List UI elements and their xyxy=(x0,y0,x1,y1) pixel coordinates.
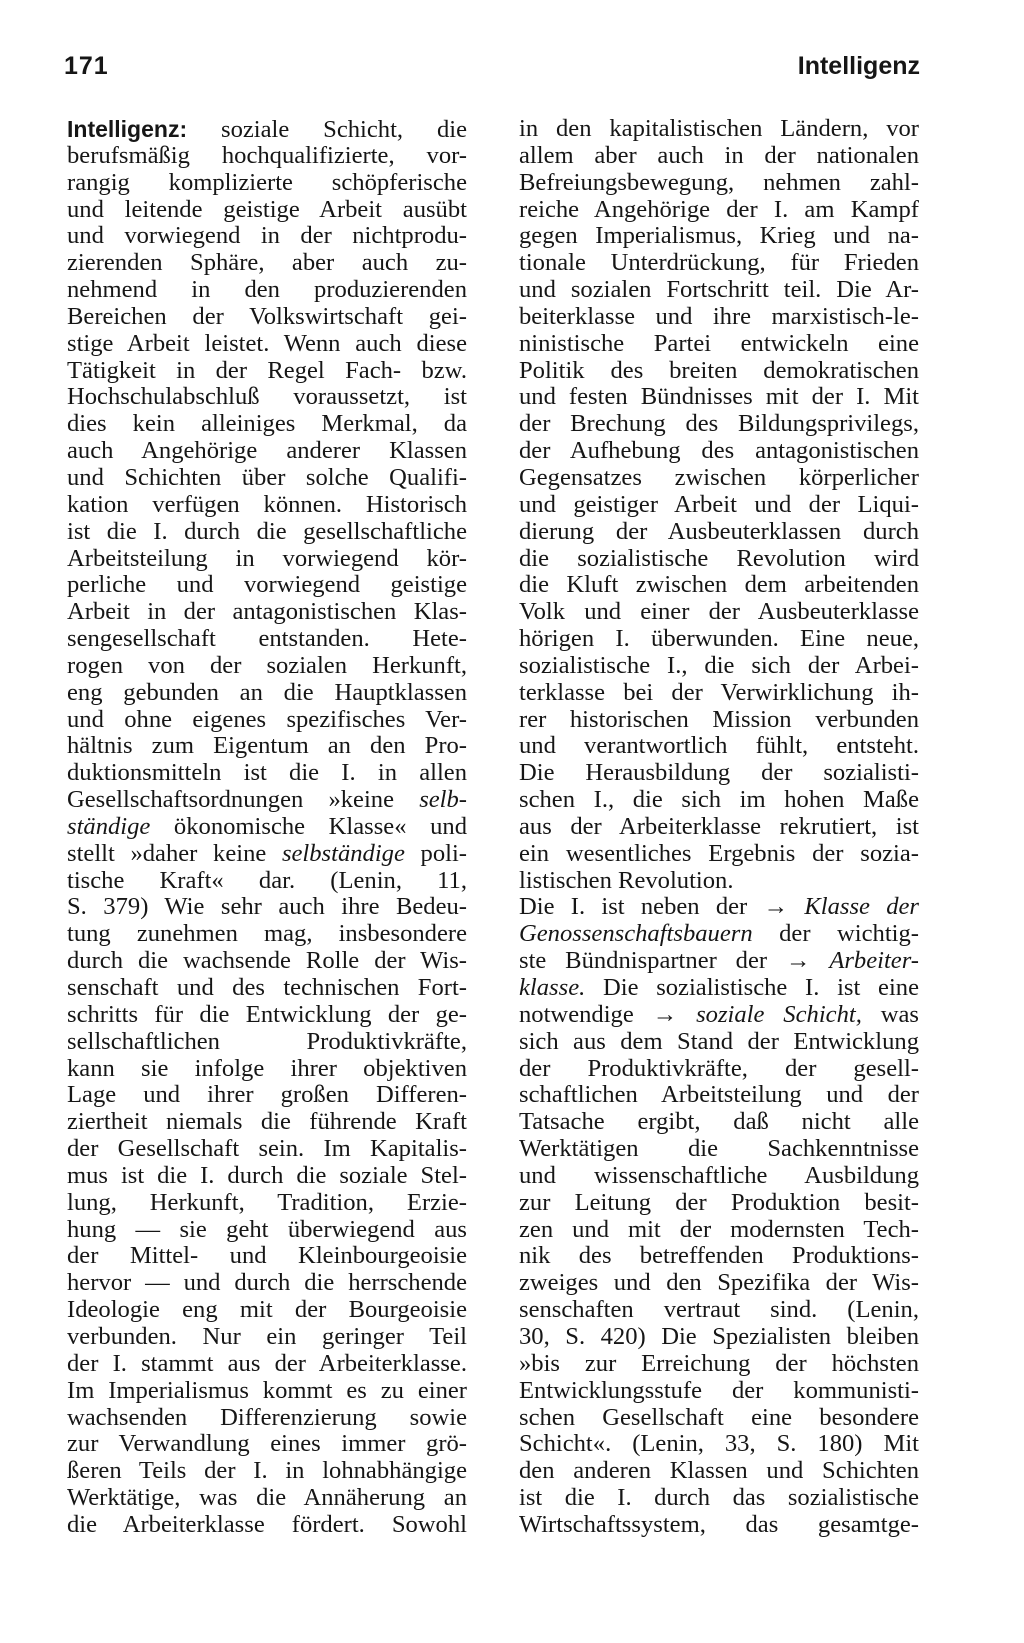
line-text: hörigen I. überwunden. Eine neue, xyxy=(519,626,919,653)
text-line xyxy=(519,170,919,197)
line-text: wachsenden Differenzierung sowie xyxy=(67,1404,467,1431)
line-text: ste Bündnispartner der → xyxy=(519,948,830,975)
line-text: Tätigkeit in der Regel Fach- bzw. xyxy=(67,357,467,384)
text-line xyxy=(67,760,467,787)
text-line xyxy=(67,1485,467,1512)
line-text: und ohne eigenes spezifisches Ver- xyxy=(67,706,467,733)
text-line xyxy=(67,116,467,143)
line-text: duktionsmitteln ist die I. in allen xyxy=(67,760,467,787)
text-line xyxy=(519,250,919,277)
text-line xyxy=(519,1324,919,1351)
line-text: und geistiger Arbeit und der Liqui- xyxy=(519,491,919,518)
text-line xyxy=(519,1136,919,1163)
line-text: zweiges und den Spezifika der Wis- xyxy=(519,1270,919,1297)
line-text: lung, Herkunft, Tradition, Erzie- xyxy=(67,1189,467,1216)
text-line xyxy=(519,868,919,895)
line-text: stige Arbeit leistet. Wenn auch diese xyxy=(67,330,467,357)
text-line xyxy=(519,572,919,599)
text-line xyxy=(519,787,919,814)
text-line xyxy=(67,1351,467,1378)
line-text: und sozialen Fortschritt teil. Die Ar- xyxy=(519,277,919,304)
text-line xyxy=(519,1351,919,1378)
line-text: 30, S. 420) Die Spezialisten bleiben xyxy=(519,1323,919,1350)
text-line xyxy=(67,546,467,573)
text-line xyxy=(67,492,467,519)
text-line xyxy=(519,358,919,385)
line-text: senschaft und des technischen Fort- xyxy=(67,975,467,1001)
text-line xyxy=(67,1405,467,1432)
text-line xyxy=(67,304,467,331)
line-text: allem aber auch in der nationalen xyxy=(519,142,919,169)
line-text: tionale Unterdrückung, für Frieden xyxy=(519,250,919,277)
line-text: zur Leitung der Produktion besit- xyxy=(519,1189,919,1216)
text-line xyxy=(519,1270,919,1297)
line-text: rogen von der sozialen Herkunft, xyxy=(67,652,467,679)
text-line xyxy=(519,894,919,921)
text-line xyxy=(519,1378,919,1405)
text-line xyxy=(67,1270,467,1297)
text-line xyxy=(67,1082,467,1109)
line-text: gegen Imperialismus, Krieg und na- xyxy=(519,223,919,250)
line-text: hervor — und durch die herrschende xyxy=(67,1270,467,1297)
text-line xyxy=(519,1405,919,1432)
line-text: was xyxy=(861,1001,919,1028)
line-text: listischen Revolution. xyxy=(519,867,734,894)
text-line xyxy=(67,653,467,680)
line-text: Im Imperialismus kommt es zu einer xyxy=(67,1377,467,1404)
text-line xyxy=(519,707,919,734)
text-line xyxy=(519,1458,919,1485)
running-head: Intelligenz xyxy=(797,52,920,80)
line-text: Die Herausbildung der sozialisti- xyxy=(519,760,919,787)
text-line xyxy=(67,599,467,626)
line-text: kation verfügen können. Historisch xyxy=(67,491,467,518)
text-line xyxy=(67,1136,467,1163)
line-text: hältnis zum Eigentum an den Pro- xyxy=(67,733,467,760)
line-text: Befreiungsbewegung, nehmen zahl- xyxy=(519,169,919,196)
text-line xyxy=(519,1109,919,1136)
line-text: Hochschulabschluß voraussetzt, ist xyxy=(67,384,467,411)
line-text: berufsmäßig hochqualifizierte, vor- xyxy=(67,142,467,169)
line-text: Lage und ihrer großen Differen- xyxy=(67,1082,467,1109)
line-text: Wirtschaftssystem, das gesamtge- xyxy=(519,1511,919,1538)
text-line xyxy=(519,223,919,250)
text-line xyxy=(67,1002,467,1029)
text-line xyxy=(519,304,919,331)
entry-keyword: Intelligenz: xyxy=(67,116,188,142)
line-text: sengesellschaft entstanden. Hete- xyxy=(67,626,467,653)
line-text: und wissenschaftliche Ausbildung xyxy=(519,1162,919,1189)
text-line xyxy=(67,1029,467,1056)
line-text: Ideologie eng mit der Bourgeoisie xyxy=(67,1297,467,1324)
line-text: rer historischen Mission verbunden xyxy=(519,706,919,733)
text-line xyxy=(67,1512,467,1539)
line-text: Schicht«. (Lenin, 33, S. 180) Mit xyxy=(519,1431,919,1458)
line-text: und verantwortlich fühlt, entsteht. xyxy=(519,733,919,760)
line-text: der Aufhebung des antagonistischen xyxy=(519,438,919,465)
right-column xyxy=(519,116,919,1539)
line-text: perliche und vorwiegend geistige xyxy=(67,572,467,599)
line-text: den anderen Klassen und Schichten xyxy=(519,1458,919,1485)
italic-text: selb- xyxy=(419,787,467,814)
italic-text: klasse. xyxy=(519,975,586,1001)
line-text: und leitende geistige Arbeit ausübt xyxy=(67,196,467,223)
line-text: Die I. ist neben der → xyxy=(519,894,805,921)
line-text: in den kapitalistischen Ländern, vor xyxy=(519,116,919,142)
text-line xyxy=(67,1431,467,1458)
text-line xyxy=(67,1217,467,1244)
line-text: mus ist die I. durch die soziale Stel- xyxy=(67,1162,467,1189)
text-line xyxy=(67,411,467,438)
page-number: 171 xyxy=(64,52,109,80)
text-line xyxy=(519,1190,919,1217)
line-text: Volk und einer der Ausbeuterklasse xyxy=(519,599,919,626)
line-text: schaftlichen Arbeitsteilung und der xyxy=(519,1082,919,1109)
text-line xyxy=(67,1190,467,1217)
line-text: beiterklasse und ihre marxistisch-le- xyxy=(519,303,919,330)
line-text: zen und mit der modernsten Tech- xyxy=(519,1216,919,1243)
text-line xyxy=(67,814,467,841)
italic-text: ständige xyxy=(67,813,151,840)
line-text: reiche Angehörige der I. am Kampf xyxy=(519,196,919,223)
line-text: sellschaftlichen Produktivkräfte, xyxy=(67,1028,467,1055)
line-text: S. 379) Wie sehr auch ihre Bedeu- xyxy=(67,894,467,921)
line-text: terklasse bei der Verwirklichung ih- xyxy=(519,679,919,706)
text-line xyxy=(67,707,467,734)
text-line xyxy=(67,223,467,250)
text-line xyxy=(519,921,919,948)
line-text: soziale Schicht, die xyxy=(187,116,467,143)
line-text: ist die I. durch die gesellschaftliche xyxy=(67,518,467,545)
line-text: Gesellschaftsordnungen »keine xyxy=(67,787,420,814)
text-line xyxy=(519,841,919,868)
text-line xyxy=(519,331,919,358)
line-text: durch die wachsende Rolle der Wis- xyxy=(67,948,467,975)
text-line xyxy=(67,1109,467,1136)
text-line xyxy=(67,841,467,868)
italic-text: soziale Schicht, xyxy=(696,1001,862,1028)
line-text: Die sozialistische I. ist eine xyxy=(585,975,919,1001)
text-line xyxy=(519,975,919,1002)
text-line xyxy=(67,572,467,599)
text-line xyxy=(519,1056,919,1083)
text-line xyxy=(519,143,919,170)
italic-text: selbständige xyxy=(281,840,405,867)
text-line xyxy=(67,1378,467,1405)
text-line xyxy=(519,599,919,626)
line-text: Entwicklungsstufe der kommunisti- xyxy=(519,1377,919,1404)
line-text: Gegensatzes zwischen körperlicher xyxy=(519,464,919,491)
text-line xyxy=(67,948,467,975)
line-text: stellt »daher keine xyxy=(67,840,282,867)
text-line xyxy=(519,1002,919,1029)
italic-text: Arbeiter- xyxy=(829,948,919,975)
line-text: ökonomische Klasse« und xyxy=(150,813,467,840)
text-line xyxy=(519,546,919,573)
line-text: ziertheit niemals die führende Kraft xyxy=(67,1109,467,1136)
line-text: »bis zur Erreichung der höchsten xyxy=(519,1350,919,1377)
page-header xyxy=(64,52,920,92)
left-column xyxy=(67,116,467,1539)
line-text: eng gebunden an die Hauptklassen xyxy=(67,679,467,706)
line-text: auch Angehörige anderer Klassen xyxy=(67,438,467,465)
line-text: der Brechung des Bildungsprivilegs, xyxy=(519,411,919,438)
line-text: dies kein alleiniges Merkmal, da xyxy=(67,411,467,438)
line-text: Politik des breiten demokratischen xyxy=(519,357,919,384)
text-line xyxy=(519,733,919,760)
text-line xyxy=(519,653,919,680)
text-line xyxy=(519,519,919,546)
text-line xyxy=(67,733,467,760)
text-line xyxy=(67,1324,467,1351)
text-line xyxy=(519,116,919,143)
text-line xyxy=(519,814,919,841)
text-line xyxy=(67,1458,467,1485)
text-line xyxy=(519,197,919,224)
line-text: ßeren Teils der I. in lohnabhängige xyxy=(67,1458,467,1485)
text-line xyxy=(519,760,919,787)
line-text: hung — sie geht überwiegend aus xyxy=(67,1216,467,1243)
text-line xyxy=(67,868,467,895)
text-line xyxy=(67,921,467,948)
line-text: die Arbeiterklasse fördert. Sowohl xyxy=(67,1511,467,1538)
line-text: Arbeit in der antagonistischen Klas- xyxy=(67,599,467,626)
text-line xyxy=(519,1082,919,1109)
line-text: sich aus dem Stand der Entwicklung xyxy=(519,1028,919,1055)
text-line xyxy=(67,170,467,197)
line-text: und vorwiegend in der nichtprodu- xyxy=(67,223,467,250)
text-line xyxy=(519,1163,919,1190)
text-line xyxy=(519,465,919,492)
line-text: nik des betreffenden Produktions- xyxy=(519,1243,919,1270)
line-text: dierung der Ausbeuterklassen durch xyxy=(519,518,919,545)
text-line xyxy=(519,1512,919,1539)
line-text: zur Verwandlung eines immer grö- xyxy=(67,1431,467,1458)
text-line xyxy=(519,384,919,411)
line-text: poli- xyxy=(404,840,467,867)
text-line xyxy=(67,384,467,411)
text-line xyxy=(67,680,467,707)
italic-text: Klasse der xyxy=(804,894,919,921)
text-line xyxy=(519,1297,919,1324)
line-text: der Gesellschaft sein. Im Kapitalis- xyxy=(67,1136,467,1163)
line-text: die Kluft zwischen dem arbeitenden xyxy=(519,572,919,599)
line-text: rangig komplizierte schöpferische xyxy=(67,169,467,196)
line-text: Werktätigen die Sachkenntnisse xyxy=(519,1136,919,1163)
text-line xyxy=(67,331,467,358)
line-text: sozialistische I., die sich der Arbei- xyxy=(519,652,919,679)
line-text: schritts für die Entwicklung der ge- xyxy=(67,1001,467,1028)
text-line xyxy=(67,1056,467,1083)
line-text: tische Kraft« dar. (Lenin, 11, xyxy=(67,867,467,894)
text-line xyxy=(67,277,467,304)
line-text: die sozialistische Revolution wird xyxy=(519,545,919,572)
line-text: schen I., die sich im hohen Maße xyxy=(519,787,919,814)
line-text: und festen Bündnisses mit der I. Mit xyxy=(519,384,919,411)
line-text: Arbeitsteilung in vorwiegend kör- xyxy=(67,545,467,572)
text-line xyxy=(67,1243,467,1270)
text-line xyxy=(67,250,467,277)
line-text: ninistische Partei entwickeln eine xyxy=(519,330,919,357)
line-text: aus der Arbeiterklasse rekrutiert, ist xyxy=(519,813,919,840)
text-line xyxy=(519,1243,919,1270)
line-text: Tatsache ergibt, daß nicht alle xyxy=(519,1109,919,1136)
text-line xyxy=(67,626,467,653)
line-text: der wichtig- xyxy=(752,921,919,948)
line-text: zierenden Sphäre, aber auch zu- xyxy=(67,250,467,277)
line-text: und Schichten über solche Qualifi- xyxy=(67,464,467,491)
line-text: der Produktivkräfte, der gesell- xyxy=(519,1055,919,1082)
line-text: Bereichen der Volkswirtschaft gei- xyxy=(67,303,467,330)
line-text: nehmend in den produzierenden xyxy=(67,277,467,304)
text-line xyxy=(519,411,919,438)
text-line xyxy=(67,519,467,546)
italic-text: Genossenschaftsbauern xyxy=(519,921,753,948)
line-text: ist die I. durch das sozialistische xyxy=(519,1485,919,1512)
text-line xyxy=(519,1217,919,1244)
line-text: schen Gesellschaft eine besondere xyxy=(519,1404,919,1431)
text-line xyxy=(67,975,467,1002)
text-line xyxy=(67,465,467,492)
line-text: Werktätige, was die Annäherung an xyxy=(67,1485,467,1512)
text-line xyxy=(519,1029,919,1056)
text-line xyxy=(67,358,467,385)
line-text: notwendige → xyxy=(519,1001,697,1028)
line-text: kann sie infolge ihrer objektiven xyxy=(67,1055,467,1082)
text-line xyxy=(519,492,919,519)
text-line xyxy=(519,1431,919,1458)
text-line xyxy=(519,277,919,304)
text-line xyxy=(67,438,467,465)
text-line xyxy=(519,680,919,707)
text-line xyxy=(67,787,467,814)
text-line xyxy=(67,197,467,224)
text-line xyxy=(67,1163,467,1190)
line-text: ein wesentliches Ergebnis der sozia- xyxy=(519,840,919,867)
text-line xyxy=(519,1485,919,1512)
text-line xyxy=(67,894,467,921)
line-text: der I. stammt aus der Arbeiterklasse. xyxy=(67,1350,467,1377)
line-text: tung zunehmen mag, insbesondere xyxy=(67,921,467,948)
line-text: senschaften vertraut sind. (Lenin, xyxy=(519,1297,919,1324)
text-line xyxy=(67,1297,467,1324)
line-text: verbunden. Nur ein geringer Teil xyxy=(67,1323,467,1350)
text-line xyxy=(67,143,467,170)
text-line xyxy=(519,626,919,653)
line-text: der Mittel- und Kleinbourgeoisie xyxy=(67,1243,467,1270)
text-line xyxy=(519,948,919,975)
text-line xyxy=(519,438,919,465)
